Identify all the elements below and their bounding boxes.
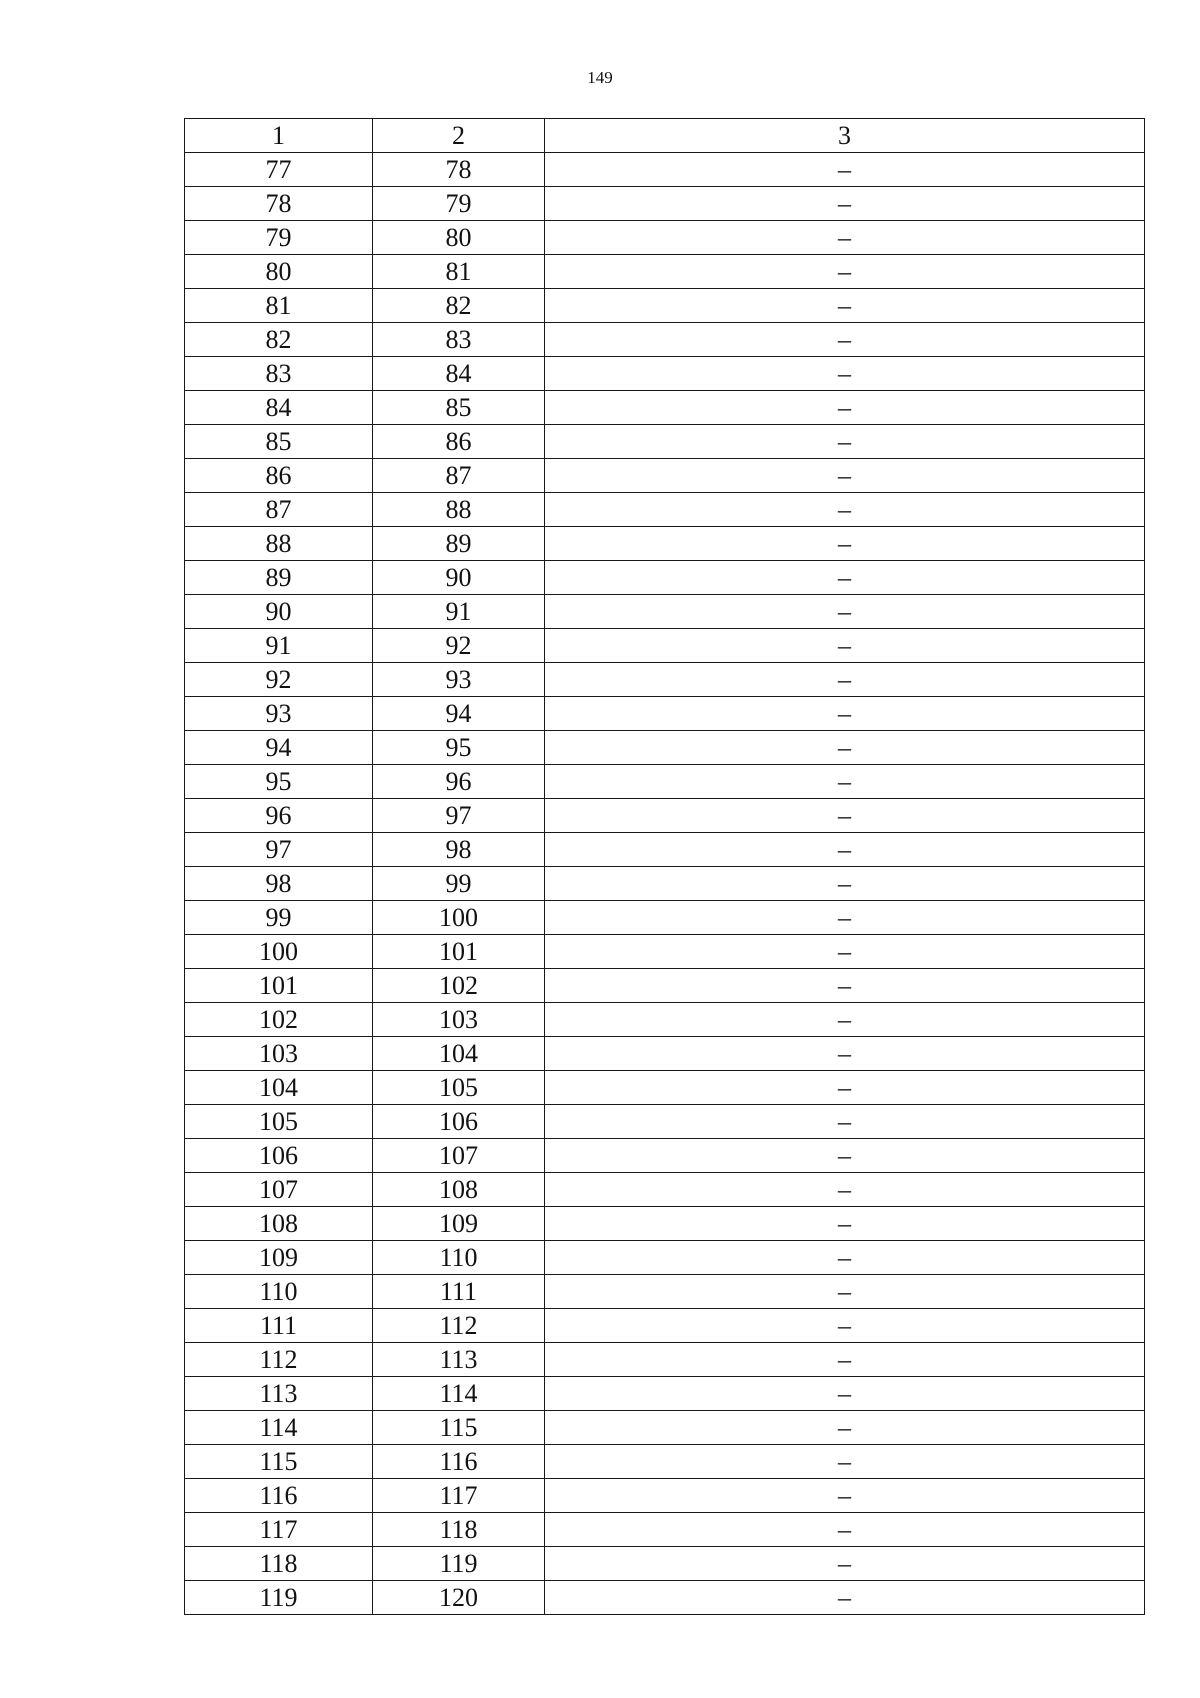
table-cell-col-2: 117 <box>373 1479 545 1513</box>
table-cell-col-1: 80 <box>185 255 373 289</box>
table-row <box>185 1309 1145 1343</box>
table-row <box>185 1207 1145 1241</box>
table-row <box>185 493 1145 527</box>
table-cell-col-1: 113 <box>185 1377 373 1411</box>
table-cell-col-3: – <box>545 221 1145 255</box>
table-cell-col-2: 86 <box>373 425 545 459</box>
table-row <box>185 255 1145 289</box>
table-cell-col-3: – <box>545 1343 1145 1377</box>
table-cell-col-3: – <box>545 357 1145 391</box>
table-cell-col-1: 87 <box>185 493 373 527</box>
table-row <box>185 1003 1145 1037</box>
table-row <box>185 187 1145 221</box>
table-cell-col-1: 118 <box>185 1547 373 1581</box>
table-cell-col-3: – <box>545 1513 1145 1547</box>
table-cell-col-1: 116 <box>185 1479 373 1513</box>
table-row <box>185 1241 1145 1275</box>
table-cell-col-2: 93 <box>373 663 545 697</box>
table-cell-col-1: 114 <box>185 1411 373 1445</box>
table-cell-col-1: 109 <box>185 1241 373 1275</box>
table-cell-col-3: – <box>545 1377 1145 1411</box>
table-cell-col-1: 89 <box>185 561 373 595</box>
table-cell-col-1: 94 <box>185 731 373 765</box>
table-cell-col-1: 104 <box>185 1071 373 1105</box>
table-cell-col-2: 115 <box>373 1411 545 1445</box>
table-row <box>185 1037 1145 1071</box>
table-row <box>185 1479 1145 1513</box>
table-cell-col-3: – <box>545 323 1145 357</box>
table-cell-col-3: – <box>545 1547 1145 1581</box>
table-cell-col-3: – <box>545 799 1145 833</box>
table-cell-col-1: 111 <box>185 1309 373 1343</box>
table-cell-col-3: – <box>545 1207 1145 1241</box>
table-cell-col-2: 111 <box>373 1275 545 1309</box>
table-cell-col-2: 98 <box>373 833 545 867</box>
table-cell-col-2: 120 <box>373 1581 545 1615</box>
table-cell-col-2: 109 <box>373 1207 545 1241</box>
table-cell-col-3: – <box>545 153 1145 187</box>
table-row <box>185 425 1145 459</box>
table-body <box>185 119 1145 1615</box>
page-number: 149 <box>587 68 613 87</box>
table-cell-col-2: 89 <box>373 527 545 561</box>
table-cell-col-2: 116 <box>373 1445 545 1479</box>
table-row <box>185 629 1145 663</box>
table-cell-col-2: 107 <box>373 1139 545 1173</box>
table-cell-col-3: – <box>545 187 1145 221</box>
column-header-3: 3 <box>545 119 1145 153</box>
table-cell-col-2: 108 <box>373 1173 545 1207</box>
table-cell-col-3: – <box>545 425 1145 459</box>
table-cell-col-3: – <box>545 1241 1145 1275</box>
table-cell-col-3: – <box>545 1105 1145 1139</box>
table-row <box>185 1105 1145 1139</box>
table-cell-col-3: – <box>545 595 1145 629</box>
table-cell-col-3: – <box>545 1003 1145 1037</box>
table-cell-col-2: 87 <box>373 459 545 493</box>
table-cell-col-1: 119 <box>185 1581 373 1615</box>
table-row <box>185 527 1145 561</box>
table-row <box>185 697 1145 731</box>
table-cell-col-1: 90 <box>185 595 373 629</box>
table-row <box>185 221 1145 255</box>
table-cell-col-1: 107 <box>185 1173 373 1207</box>
table-cell-col-2: 114 <box>373 1377 545 1411</box>
table-cell-col-3: – <box>545 901 1145 935</box>
table-cell-col-2: 92 <box>373 629 545 663</box>
table-cell-col-1: 86 <box>185 459 373 493</box>
table-cell-col-1: 106 <box>185 1139 373 1173</box>
table-cell-col-1: 81 <box>185 289 373 323</box>
table-cell-col-3: – <box>545 833 1145 867</box>
table-cell-col-3: – <box>545 561 1145 595</box>
table-cell-col-3: – <box>545 867 1145 901</box>
table-row <box>185 323 1145 357</box>
table-row <box>185 1513 1145 1547</box>
table-row <box>185 969 1145 1003</box>
table-cell-col-3: – <box>545 1275 1145 1309</box>
table-cell-col-3: – <box>545 697 1145 731</box>
table-cell-col-1: 110 <box>185 1275 373 1309</box>
table-row <box>185 867 1145 901</box>
table-cell-col-2: 106 <box>373 1105 545 1139</box>
table-cell-col-2: 91 <box>373 595 545 629</box>
table-row <box>185 901 1145 935</box>
table-cell-col-3: – <box>545 1411 1145 1445</box>
table-cell-col-3: – <box>545 493 1145 527</box>
table-cell-col-3: – <box>545 969 1145 1003</box>
table-cell-col-2: 105 <box>373 1071 545 1105</box>
table-cell-col-3: – <box>545 391 1145 425</box>
table-row <box>185 1581 1145 1615</box>
column-header-2: 2 <box>373 119 545 153</box>
table-cell-col-1: 115 <box>185 1445 373 1479</box>
table-cell-col-1: 93 <box>185 697 373 731</box>
table-cell-col-1: 77 <box>185 153 373 187</box>
table-row <box>185 561 1145 595</box>
table-cell-col-2: 84 <box>373 357 545 391</box>
table-cell-col-2: 118 <box>373 1513 545 1547</box>
table-cell-col-2: 95 <box>373 731 545 765</box>
table-cell-col-1: 101 <box>185 969 373 1003</box>
table-cell-col-1: 78 <box>185 187 373 221</box>
table-cell-col-3: – <box>545 1581 1145 1615</box>
table-row <box>185 459 1145 493</box>
table-cell-col-1: 88 <box>185 527 373 561</box>
table-cell-col-3: – <box>545 935 1145 969</box>
table-cell-col-1: 117 <box>185 1513 373 1547</box>
table-cell-col-3: – <box>545 663 1145 697</box>
table-row <box>185 153 1145 187</box>
table-row <box>185 1343 1145 1377</box>
table-cell-col-2: 100 <box>373 901 545 935</box>
table-cell-col-2: 102 <box>373 969 545 1003</box>
table-cell-col-2: 94 <box>373 697 545 731</box>
table-cell-col-1: 99 <box>185 901 373 935</box>
table-cell-col-3: – <box>545 731 1145 765</box>
table-cell-col-2: 110 <box>373 1241 545 1275</box>
table-cell-col-3: – <box>545 629 1145 663</box>
table-cell-col-3: – <box>545 1037 1145 1071</box>
table-row <box>185 799 1145 833</box>
table-cell-col-2: 88 <box>373 493 545 527</box>
table-row <box>185 1547 1145 1581</box>
table-cell-col-1: 112 <box>185 1343 373 1377</box>
table-cell-col-2: 90 <box>373 561 545 595</box>
table-cell-col-1: 96 <box>185 799 373 833</box>
table-cell-col-2: 85 <box>373 391 545 425</box>
table-cell-col-3: – <box>545 1139 1145 1173</box>
table-cell-col-1: 79 <box>185 221 373 255</box>
table-cell-col-1: 105 <box>185 1105 373 1139</box>
header-row <box>185 119 1145 153</box>
table-cell-col-2: 81 <box>373 255 545 289</box>
table-row <box>185 1411 1145 1445</box>
table-cell-col-2: 103 <box>373 1003 545 1037</box>
table-row <box>185 1139 1145 1173</box>
table-cell-col-1: 85 <box>185 425 373 459</box>
table-cell-col-1: 102 <box>185 1003 373 1037</box>
table-cell-col-3: – <box>545 1479 1145 1513</box>
table-row <box>185 289 1145 323</box>
table-cell-col-1: 83 <box>185 357 373 391</box>
table-cell-col-3: – <box>545 765 1145 799</box>
table-row <box>185 1275 1145 1309</box>
table-cell-col-3: – <box>545 1173 1145 1207</box>
table-row <box>185 391 1145 425</box>
table-row <box>185 595 1145 629</box>
table-row <box>185 663 1145 697</box>
table-cell-col-1: 103 <box>185 1037 373 1071</box>
table-row <box>185 1173 1145 1207</box>
table-cell-col-3: – <box>545 1309 1145 1343</box>
table-cell-col-2: 78 <box>373 153 545 187</box>
table-row <box>185 1445 1145 1479</box>
table-cell-col-1: 84 <box>185 391 373 425</box>
table-cell-col-3: – <box>545 255 1145 289</box>
table-row <box>185 833 1145 867</box>
table-cell-col-2: 80 <box>373 221 545 255</box>
table-cell-col-3: – <box>545 459 1145 493</box>
table-cell-col-2: 82 <box>373 289 545 323</box>
table-cell-col-2: 104 <box>373 1037 545 1071</box>
table-row <box>185 765 1145 799</box>
table-cell-col-1: 91 <box>185 629 373 663</box>
table-row <box>185 1071 1145 1105</box>
table-cell-col-3: – <box>545 527 1145 561</box>
table-cell-col-2: 119 <box>373 1547 545 1581</box>
table-cell-col-2: 113 <box>373 1343 545 1377</box>
table-row <box>185 935 1145 969</box>
table-cell-col-3: – <box>545 1071 1145 1105</box>
table-cell-col-2: 96 <box>373 765 545 799</box>
table-cell-col-1: 95 <box>185 765 373 799</box>
table-cell-col-1: 82 <box>185 323 373 357</box>
table-cell-col-1: 108 <box>185 1207 373 1241</box>
table-cell-col-1: 98 <box>185 867 373 901</box>
table-cell-col-1: 100 <box>185 935 373 969</box>
table-cell-col-1: 92 <box>185 663 373 697</box>
table-row <box>185 731 1145 765</box>
table-cell-col-2: 112 <box>373 1309 545 1343</box>
data-table <box>184 118 1145 1615</box>
table-cell-col-2: 97 <box>373 799 545 833</box>
table-cell-col-2: 101 <box>373 935 545 969</box>
table-cell-col-1: 97 <box>185 833 373 867</box>
table-cell-col-2: 79 <box>373 187 545 221</box>
table-cell-col-3: – <box>545 1445 1145 1479</box>
table-cell-col-3: – <box>545 289 1145 323</box>
table-cell-col-2: 83 <box>373 323 545 357</box>
table-cell-col-2: 99 <box>373 867 545 901</box>
table-row <box>185 357 1145 391</box>
table-row <box>185 1377 1145 1411</box>
column-header-1: 1 <box>185 119 373 153</box>
